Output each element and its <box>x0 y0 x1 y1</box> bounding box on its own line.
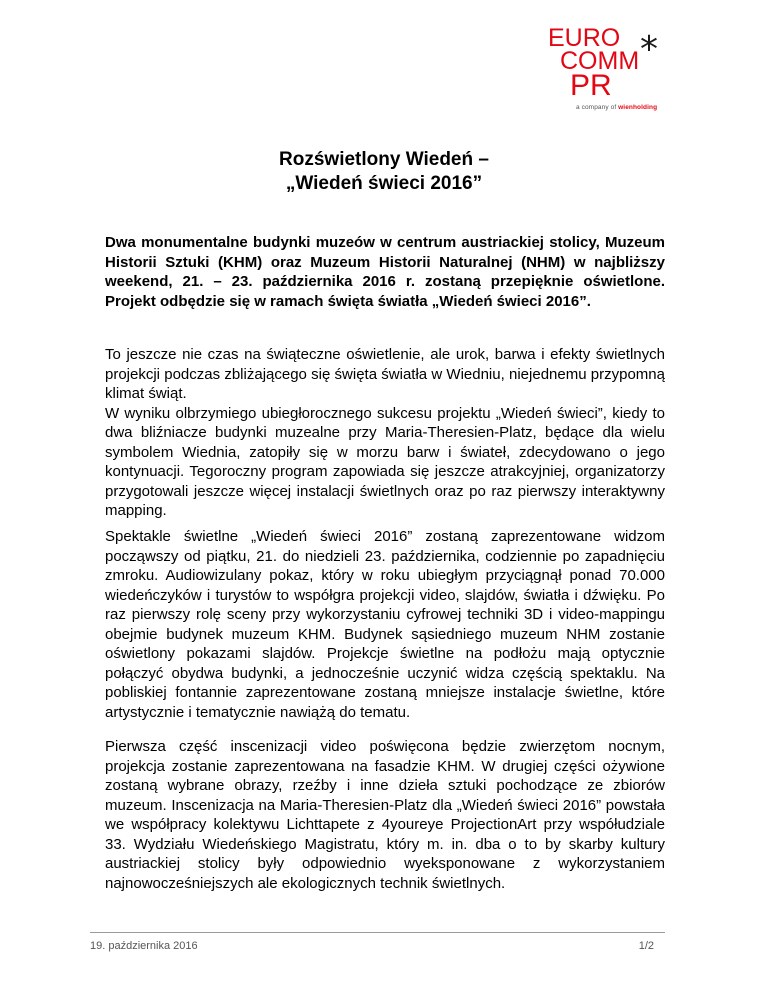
footer-date: 19. października 2016 <box>90 940 198 952</box>
paragraph-2: Spektakle świetlne „Wiedeń świeci 2016” zostaną zaprezentowane widzom począwszy od piątku, 21. do niedzieli 23. października, codziennie po zapadnięciu zmroku. Audiowizulany pokaz, który w roku ubiegłym przyciągnął ponad 70.000 wiedeńczyków i turystów to współgra projekcji video, slajdów, światła i dźwięku. Po raz pierwszy rolę sceny przy wykorzystaniu cyfrowej techniki 3D i video-mappingu obejmie budynek muzeum KHM. Budynek sąsiedniego muzeum NHM zostanie oświetlony pokazami slajdów. Projekcje świetlne na podłożu mają optycznie połączyć obydwa budynki, a jednocześnie uczynić widza częścią spektaklu. Na pobliskiej fontannie zaprezentowane zostaną mniejsze instalacje świetlne, które artystycznie i tematycznie nawiążą do tematu. <box>105 528 665 721</box>
paragraph-1 <box>105 345 665 521</box>
logo-company-name: wienholding <box>618 104 658 111</box>
document-title-line-1: Rozświetlony Wiedeń – <box>279 149 489 170</box>
lead-paragraph: Dwa monumentalne budynki muzeów w centrum austriackiej stolicy, Muzeum Historii Sztuki (KHM) oraz Muzeum Historii Naturalnej (NHM) w najbliższy weekend, 21. – 23. października 2016 r. zostaną przepięknie oświetlone. Projekt odbędzie się w ramach święta światła „Wiedeń świeci 2016”. <box>105 234 665 310</box>
logo-star-icon: * <box>640 29 658 70</box>
logo-company-prefix: a company of <box>576 104 619 111</box>
footer-page-number: 1/2 <box>638 940 654 952</box>
logo-company-tagline <box>576 104 657 111</box>
logo-pr: PR <box>570 69 612 102</box>
logo-euro: EURO <box>548 24 621 52</box>
paragraph-3: Pierwsza część inscenizacji video poświęcona będzie zwierzętom nocnym, projekcja zostanie zaprezentowana na fasadzie KHM. W drugiej części ożywione zostaną wybrane obrazy, rzeźby i inne dzieła sztuki pochodzące ze zbiorów muzeum. Inscenizacja na Maria-Theresien-Platz dla „Wiedeń świeci 2016” powstała we współpracy kolektywu Lichttapete z 4youreye ProjectionArt przy współudziale 33. Wydziału Wiedeńskiego Magistratu, który m. in. dba o to by skarby kultury austriackiej stolicy były odpowiednio wyeksponowane z wykorzystaniem najnowocześniejszych ale ekologicznych technik świetlnych. <box>105 738 665 892</box>
paragraph-1-part-1: To jeszcze nie czas na świąteczne oświetlenie, ale urok, barwa i efekty świetlnych projekcji podczas zbliżającego się święta światła w Wiedniu, niejednemu przypomną klimat świąt. <box>105 346 665 402</box>
company-logo <box>548 26 668 110</box>
document-title-line-2: „Wiedeń świeci 2016” <box>285 173 483 194</box>
logo-comm: COMM <box>560 47 640 75</box>
paragraph-1-part-2: W wyniku olbrzymiego ubiegłorocznego sukcesu projektu „Wiedeń świeci”, kiedy to dwa bliźniacze budynki muzealne przy Maria-Theresien-Platz, będące dla wielu symbolem Wiednia, zatopiły się w morzu barw i świateł, zdecydowano o jego kontynuacji. Tegoroczny program zapowiada się jeszcze atrakcyjniej, organizatorzy przygotowali jeszcze więcej instalacji świetlnych oraz po raz pierwszy interaktywny mapping. <box>105 404 665 519</box>
footer-divider <box>90 932 665 933</box>
